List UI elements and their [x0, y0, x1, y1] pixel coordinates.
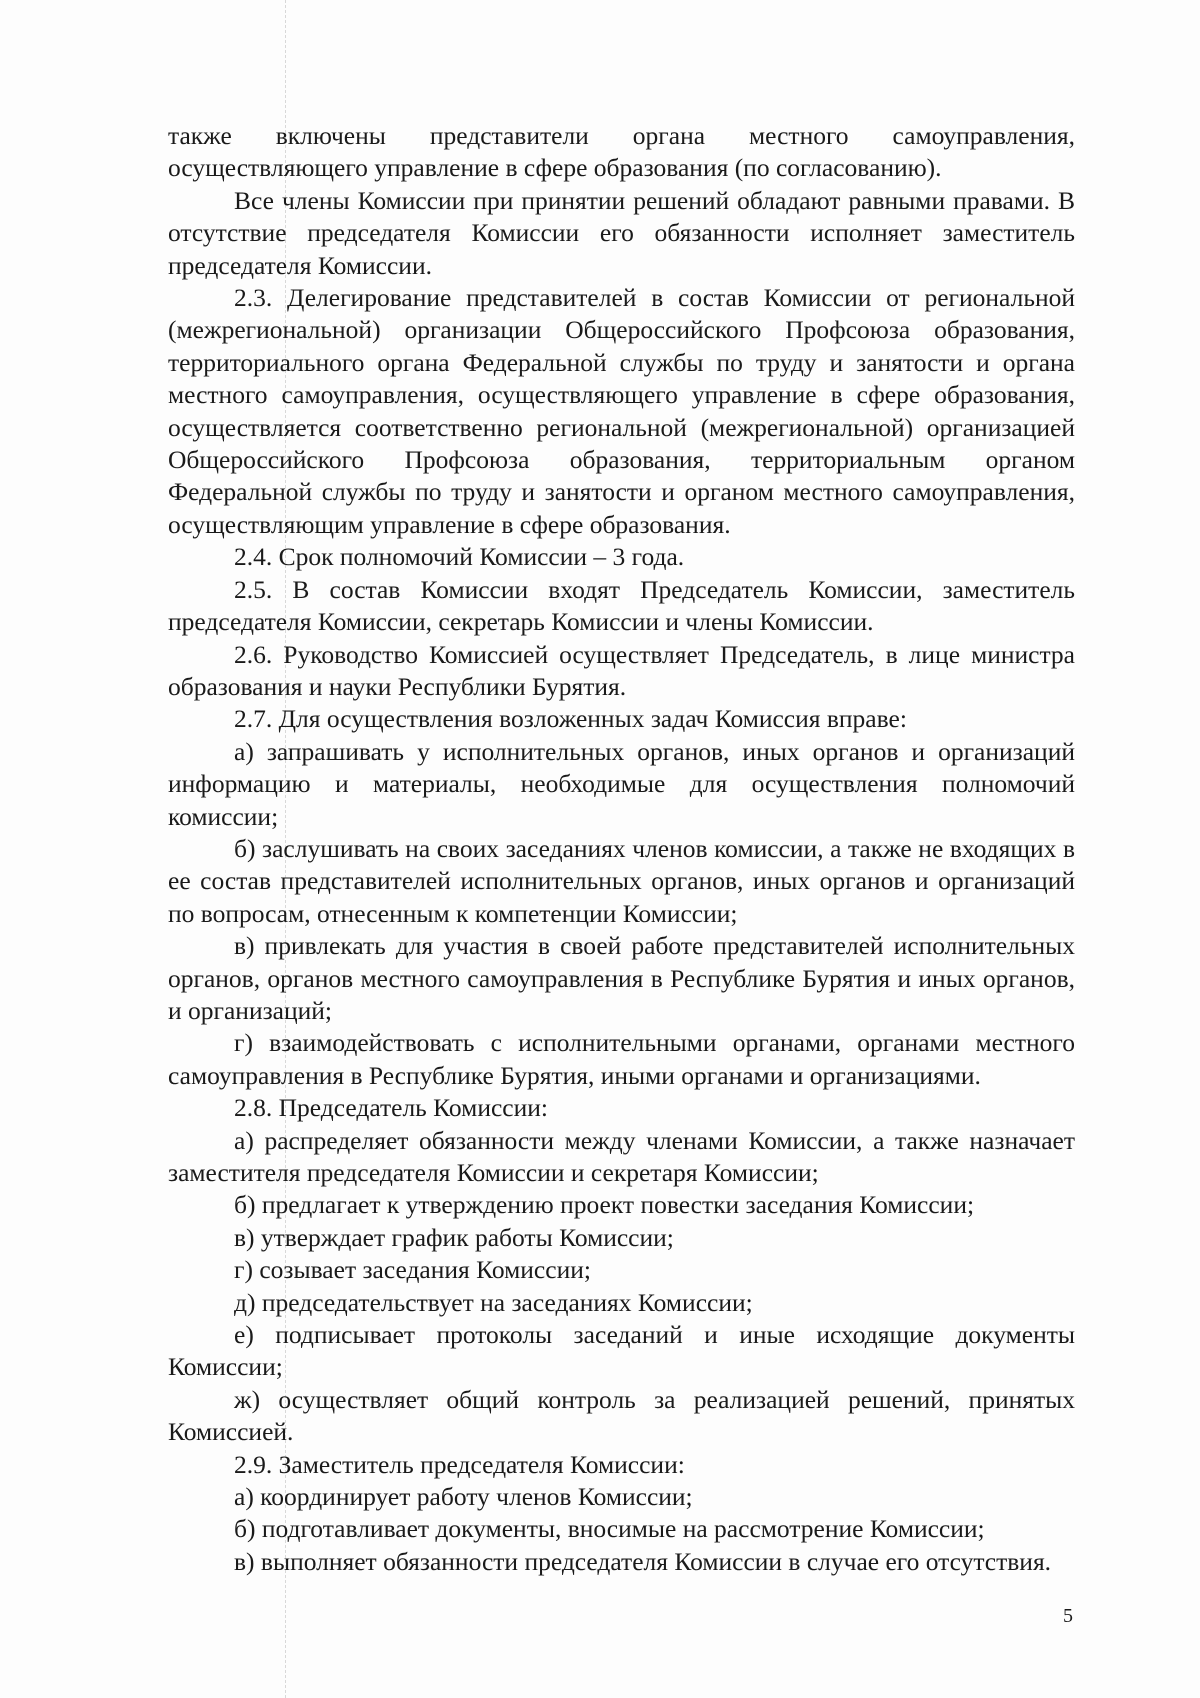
page-number: 5 [1063, 1605, 1073, 1627]
paragraph-2-7-v: в) привлекать для участия в своей работе представителей исполнительных органов, органов местного самоуправления в Республике Бурятия и иных органов, и организаций; [168, 931, 1075, 1025]
paragraph-2-4: 2.4. Срок полномочий Комиссии – 3 года. [234, 542, 685, 572]
paragraph-2-9-v: в) выполняет обязанности председателя Комиссии в случае его отсутствия. [234, 1546, 1052, 1576]
paragraph-2-8-a: а) распределяет обязанности между членами Комиссии, а также назначает заместителя председателя Комиссии и секретаря Комиссии; [168, 1125, 1075, 1187]
paragraph-continuation: также включены представители органа местного самоуправления, осуществляющего управление в сфере образования (по согласованию). [168, 121, 1075, 183]
paragraph-equal-rights: Все члены Комиссии при принятии решений обладают равными правами. В отсутствие председателя Комиссии его обязанности исполняет заместитель председателя Комиссии. [168, 185, 1075, 280]
paragraph-2-3: 2.3. Делегирование представителей в состав Комиссии от региональной (межрегиональной) организации Общероссийского Профсоюза образования, территориального органа Федеральной службы по труду и занятости и органа местного самоуправления, осуществляющего управление в сфере образования, осуществляется соответственно региональной (межрегиональной) организацией Общероссийского Профсоюза образования, территориальным органом Федеральной службы по труду и занятости и органом местного самоуправления, осуществляющим управление в сфере образования. [168, 283, 1075, 539]
paragraph-2-7-g: г) взаимодействовать с исполнительными органами, органами местного самоуправления в Республике Бурятия, иными органами и организациями. [168, 1028, 1075, 1090]
paragraph-2-5: 2.5. В состав Комиссии входят Председатель Комиссии, заместитель председателя Комиссии, секретарь Комиссии и члены Комиссии. [168, 574, 1075, 637]
paragraph-2-8-e: е) подписывает протоколы заседаний и иные исходящие документы Комиссии; [168, 1320, 1075, 1382]
paragraph-2-8-g: г) созывает заседания Комиссии; [234, 1255, 591, 1285]
paragraph-2-7-b: б) заслушивать на своих заседаниях членов комиссии, а также не входящих в ее состав представителей исполнительных органов, иных органов и организаций по вопросам, отнесенным к компетенции Комиссии; [168, 833, 1075, 928]
paragraph-2-9-a: а) координирует работу членов Комиссии; [234, 1482, 693, 1512]
paragraph-2-9-b: б) подготавливает документы, вносимые на рассмотрение Комиссии; [234, 1514, 985, 1544]
paragraph-2-8-zh: ж) осуществляет общий контроль за реализацией решений, принятых Комиссией. [168, 1384, 1075, 1447]
paragraph-2-8: 2.8. Председатель Комиссии: [234, 1093, 548, 1123]
paragraph-2-7-a: а) запрашивать у исполнительных органов, иных органов и организаций информацию и материалы, необходимые для осуществления полномочий комиссии; [168, 736, 1075, 831]
paragraph-2-8-d: д) председательствует на заседаниях Комиссии; [234, 1287, 753, 1317]
paragraph-2-7: 2.7. Для осуществления возложенных задач Комиссия вправе: [234, 704, 907, 734]
paragraph-2-8-b: б) предлагает к утверждению проект повестки заседания Комиссии; [234, 1190, 975, 1220]
paragraph-2-9: 2.9. Заместитель председателя Комиссии: [234, 1449, 685, 1479]
paragraph-2-8-v: в) утверждает график работы Комиссии; [234, 1222, 674, 1252]
body-text [168, 120, 1075, 1578]
paragraph-2-6: 2.6. Руководство Комиссией осуществляет Председатель, в лице министра образования и науки Республики Бурятия. [168, 639, 1075, 701]
